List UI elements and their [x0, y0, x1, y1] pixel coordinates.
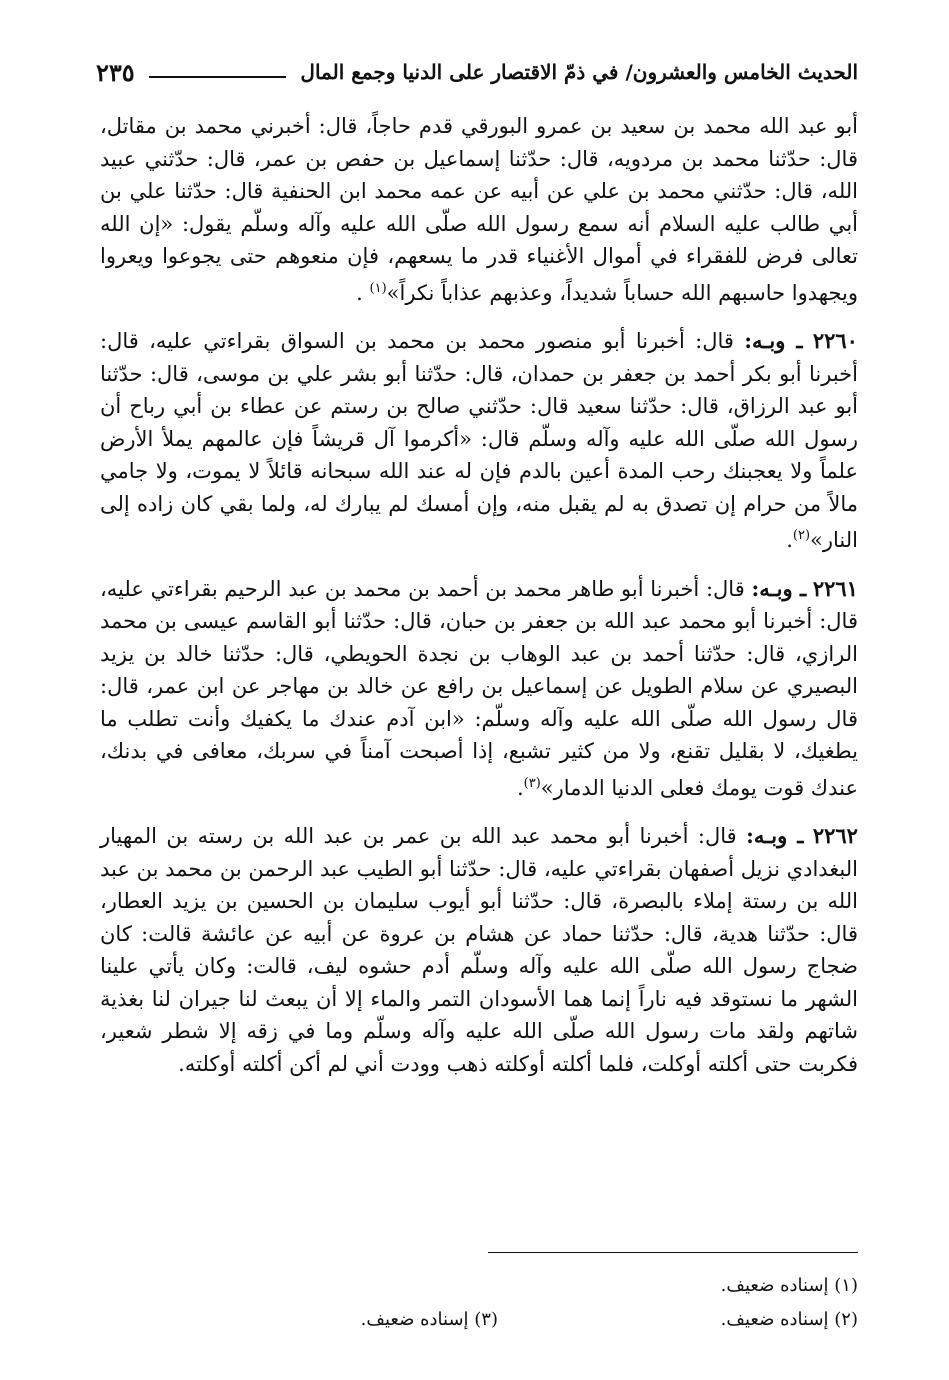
footnote-ref: (٣)	[474, 1308, 498, 1330]
hadith-2261: ٢٢٦١ ـ وبـه: قال: أخبرنا أبو طاهر محمد بن أحمد بن محمد بن عبد الرحيم بقراءتي عليه، قال: أخبرنا أبو محمد عبد الله بن جعفر بن حبان، قال: حدّثنا أبو القاسم عيسى بن محمد الرازي، قال: حدّثنا أحمد بن عبد الوهاب بن نجدة الحويطي، قال: حدّثنا خالد بن يزيد البصيري عن سلام الطويل عن إسماعيل بن رافع عن خالد بن مهاجر عن ابن عمر، قال: قال رسول الله صلّى الله عليه وآله وسلّم: «ابن آدم عندك ما يكفيك وأنت تطلب ما يطغيك، لا بقليل تقنع، ولا من كثير تشبع، إذا أصبحت آمناً في سربك، معافى في بدنك، عندك قوت يومك فعلى الدنيا الدمار»$^{(٣)}$.	[100, 575, 858, 800]
hadith-marker: ـ وبـه:	[744, 328, 803, 353]
hadith-2260: ٢٢٦٠ ـ وبـه: قال: أخبرنا أبو منصور محمد بن محمد بن السواق بقراءتي عليه، قال: أخبرنا أبو بكر أحمد بن جعفر بن حمدان، قال: حدّثنا أبو بشر علي بن موسى، قال: حدّثنا أبو عبد الرزاق، قال: حدّثنا سعيد قال: حدّثني صالح بن رستم عن عطاء بن أبي رباح أن رسول الله صلّى الله عليه وآله وسلّم قال: «أكرموا آل قريشاً فإن عالمهم يملأ الأرض علماً ولا يعجبنك رحب المدة أعين بالدم فإن له عند الله سبحانه قائلاً لا يموت، ولا جامي مالاً من حرام إن تصدق به لم يقبل منه، وإن أمسك لم يبارك له، ولما بقي كان زاده إلى النار»$^{(٢)}$.	[100, 328, 858, 552]
header-title: الحديث الخامس والعشرون/ في ذمّ الاقتصار على الدنيا وجمع المال	[300, 60, 858, 84]
footnote-ref: (٣)	[523, 775, 541, 791]
hadith-2262	[100, 820, 858, 1080]
footnote-ref: (١)	[369, 280, 387, 296]
footnote-text: إسناده ضعيف.	[720, 1308, 829, 1330]
footnotes	[100, 1268, 858, 1336]
footnote-1	[498, 1275, 858, 1296]
page-number: ٢٣٥	[96, 57, 135, 87]
paragraph-text: قال: أخبرنا أبو منصور محمد بن محمد بن السواق بقراءتي عليه، قال: أخبرنا أبو بكر أحمد بن جعفر بن حمدان، قال: حدّثنا أبو بشر علي بن موسى، قال: حدّثنا أبو عبد الرزاق، قال: حدّثنا سعيد قال: حدّثني صالح بن رستم عن عطاء بن أبي رباح أن رسول الله صلّى الله عليه وآله وسلّم قال: «أكرموا آل قريشاً فإن عالمهم يملأ الأرض علماً ولا يعجبنك رحب المدة أعين بالدم فإن له عند الله سبحانه قائلاً لا يموت، ولا جامي مالاً من حرام إن تصدق به لم يقبل منه، وإن أمسك لم يبارك له، ولما بقي كان زاده إلى النار»	[100, 329, 858, 552]
footnote-divider	[488, 1252, 858, 1253]
hadith-number: ٢٢٦١	[812, 575, 858, 601]
hadith-marker: ـ وبـه:	[751, 575, 807, 601]
hadith-marker: ـ وبـه:	[746, 823, 804, 848]
paragraph-intro: أبو عبد الله محمد بن سعيد بن عمرو البورقي قدم حاجاً، قال: أخبرني محمد بن مقاتل، قال: حدّثنا محمد بن مردويه، قال: حدّثنا إسماعيل بن حفص بن عمر، قال: حدّثني عبيد الله، قال: حدّثني محمد بن علي عن أبيه عن عمه محمد ابن الحنفية قال: حدّثنا علي بن أبي طالب عليه السلام أنه سمع رسول الله صلّى الله عليه وآله وسلّم يقول: «إن الله تعالى فرض للفقراء في أموال الأغنياء قدر ما يسعهم، فإن منعوهم حتى يجوعوا ويعروا ويجهدوا حاسبهم الله حساباً شديداً، وعذبهم عذاباً نكراً»$^{(١)}$ .	[100, 114, 858, 305]
footnote-ref: (٢)	[792, 528, 811, 543]
footnote-text: إسناده ضعيف.	[720, 1274, 829, 1296]
hadith-number: ٢٢٦٢	[812, 823, 858, 848]
header-rule	[149, 76, 287, 78]
footnote-ref: (١)	[834, 1274, 858, 1296]
footnote-ref: (٢)	[834, 1308, 858, 1330]
footnote-row	[100, 1268, 858, 1302]
footnote-2	[498, 1309, 858, 1330]
main-text	[100, 110, 858, 1080]
paragraph-text: قال: أخبرنا أبو محمد عبد الله بن عمر بن عبد الله بن رسته بن المهيار البغدادي نزيل أصفهان بقراءتي عليه، قال: حدّثنا أبو الطيب عبد الرحمن بن محمد بن عبد الله بن رستة إملاء بالبصرة، قال: حدّثنا أبو أيوب سليمان بن الحسين بن يزيد العطار، قال: حدّثنا هدية، قال: حدّثنا حماد عن هشام بن عروة عن أبيه عن عائشة قالت: كان ضجاج رسول الله صلّى الله عليه وآله وسلّم أدم حشوه ليف، قالت: وكان يأتي علينا الشهر ما نستوقد فيه ناراً إنما هما الأسودان التمر والماء إلا أن يبعث لنا جيران لنا بغذية شاتهم ولقد مات رسول الله صلّى الله عليه وآله وسلّم وما في زقه إلا شطر شعير، فكربت حتى أكلته أوكلت، فلما أكلته أوكلته ذهب وودت أني لم أكن أكلته أوكلته.	[100, 824, 858, 1076]
running-header	[96, 52, 858, 92]
footnote-3	[138, 1309, 498, 1330]
footnote-row	[100, 1302, 858, 1336]
footnote-text: إسناده ضعيف.	[360, 1308, 469, 1330]
hadith-number: ٢٢٦٠	[812, 328, 858, 353]
paragraph-text: أبو عبد الله محمد بن سعيد بن عمرو البورقي قدم حاجاً، قال: أخبرني محمد بن مقاتل، قال: حدّثنا محمد بن مردويه، قال: حدّثنا إسماعيل بن حفص بن عمر، قال: حدّثني عبيد الله، قال: حدّثني محمد بن علي عن أبيه عن عمه محمد ابن الحنفية قال: حدّثنا علي بن أبي طالب عليه السلام أنه سمع رسول الله صلّى الله عليه وآله وسلّم يقول: «إن الله تعالى فرض للفقراء في أموال الأغنياء قدر ما يسعهم، فإن منعوهم حتى يجوعوا ويعروا ويجهدوا حاسبهم الله حساباً شديداً، وعذبهم عذاباً نكراً»	[100, 114, 858, 305]
paragraph-text: قال: أخبرنا أبو طاهر محمد بن أحمد بن محمد بن عبد الرحيم بقراءتي عليه، قال: أخبرنا أبو محمد عبد الله بن جعفر بن حبان، قال: حدّثنا أبو القاسم عيسى بن محمد الرازي، قال: حدّثنا أحمد بن عبد الوهاب بن نجدة الحويطي، قال: حدّثنا خالد بن يزيد البصيري عن سلام الطويل عن إسماعيل بن رافع عن خالد بن مهاجر عن ابن عمر، قال: قال رسول الله صلّى الله عليه وآله وسلّم: «ابن آدم عندك ما يكفيك وأنت تطلب ما يطغيك، لا بقليل تقنع، ولا من كثير تشبع، إذا أصبحت آمناً في سربك، معافى في بدنك، عندك قوت يومك فعلى الدنيا الدمار»	[100, 576, 858, 800]
